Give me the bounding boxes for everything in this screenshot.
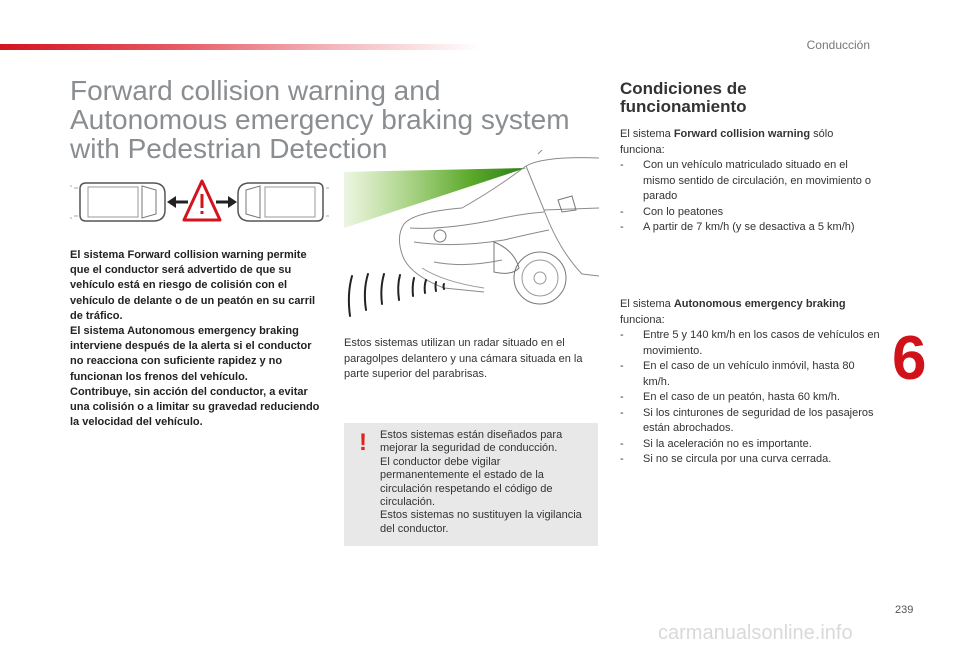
- conditions-heading: [620, 80, 870, 116]
- chapter-number: 6: [892, 324, 927, 393]
- aeb-intro: [620, 297, 880, 328]
- fcw-conditions: [620, 127, 880, 236]
- list-item: - En el caso de un vehículo inmóvil, hasta 80 km/h.: [620, 359, 880, 390]
- radar-waves: [349, 274, 444, 316]
- warning-exclamation-icon: !: [359, 429, 367, 456]
- fcw-intro-suffix: sólo funciona:: [620, 128, 834, 156]
- van-sensors-illustration: [344, 150, 599, 322]
- section-title: Conducción: [806, 38, 870, 52]
- warning-box: [344, 423, 598, 546]
- aeb-intro-prefix: El sistema: [620, 298, 671, 310]
- list-item: - Entre 5 y 140 km/h en los casos de vehículos en movimiento.: [620, 328, 880, 359]
- watermark: carmanualsonline.info: [658, 622, 853, 644]
- rear-vehicle-icon: [70, 183, 165, 221]
- intro-text: [70, 248, 325, 430]
- aeb-conditions: [620, 297, 880, 468]
- list-item: - Si no se circula por una curva cerrada.: [620, 452, 880, 468]
- list-item: - Con lo peatones: [620, 205, 880, 221]
- warning-paragraph: Estos sistemas están diseñados para mejorar la seguridad de conducción.: [380, 429, 563, 455]
- title-line-2: Autonomous emergency braking system: [70, 104, 570, 135]
- title-line-3: with Pedestrian Detection: [70, 133, 388, 164]
- aeb-intro-suffix: funciona:: [620, 313, 665, 326]
- header-accent-bar: [0, 44, 480, 50]
- sensors-description: Estos sistemas utilizan un radar situado en el paragolpes delantero y una cámara situada en la parte superior del parabrisas.: [344, 337, 583, 380]
- warning-triangle-icon: [184, 181, 220, 220]
- front-vehicle-icon: [238, 183, 329, 221]
- list-item: - Si los cinturones de seguridad de los pasajeros están abrochados.: [620, 406, 880, 437]
- intro-paragraph: Contribuye, sin acción del conductor, a evitar una colisión o a limitar su gravedad reduciendo la velocidad del vehículo.: [70, 385, 320, 429]
- conditions-heading-line-2: funcionamiento: [620, 97, 747, 116]
- page-number: 239: [895, 604, 914, 616]
- fcw-intro-prefix: El sistema: [620, 128, 671, 140]
- aeb-system-name: Autonomous emergency braking: [673, 298, 846, 310]
- intro-paragraph: El sistema Forward collision warning permite que el conductor será advertido de que su vehículo está en riesgo de colisión con el vehículo de delante o de un peatón en su carril de tráfico.: [70, 249, 316, 322]
- list-item: - Si la aceleración no es importante.: [620, 437, 880, 453]
- warning-text: [380, 429, 584, 536]
- collision-warning-illustration: [68, 178, 330, 226]
- fcw-list: [620, 158, 880, 236]
- fcw-intro: [620, 127, 880, 158]
- fcw-system-name: Forward collision warning: [673, 128, 811, 140]
- intro-paragraph: El sistema Autonomous emergency braking interviene después de la alerta si el conductor no reacciona con suficiente rapidez y no funcionan los frenos del vehículo.: [70, 325, 312, 383]
- warning-paragraph: Estos sistemas no sustituyen la vigilancia del conductor.: [380, 509, 582, 535]
- list-item: - A partir de 7 km/h (y se desactiva a 5 km/h): [620, 220, 880, 236]
- conditions-heading-line-1: Condiciones de: [620, 79, 747, 98]
- aeb-list: [620, 328, 880, 468]
- title-line-1: Forward collision warning and: [70, 75, 441, 106]
- list-item: - En el caso de un peatón, hasta 60 km/h.: [620, 390, 880, 406]
- list-item: - Con un vehículo matriculado situado en el mismo sentido de circulación, en movimiento o parado: [620, 158, 880, 205]
- warning-paragraph: El conductor debe vigilar permanentemente el estado de la circulación respetando el código de circulación.: [380, 455, 553, 509]
